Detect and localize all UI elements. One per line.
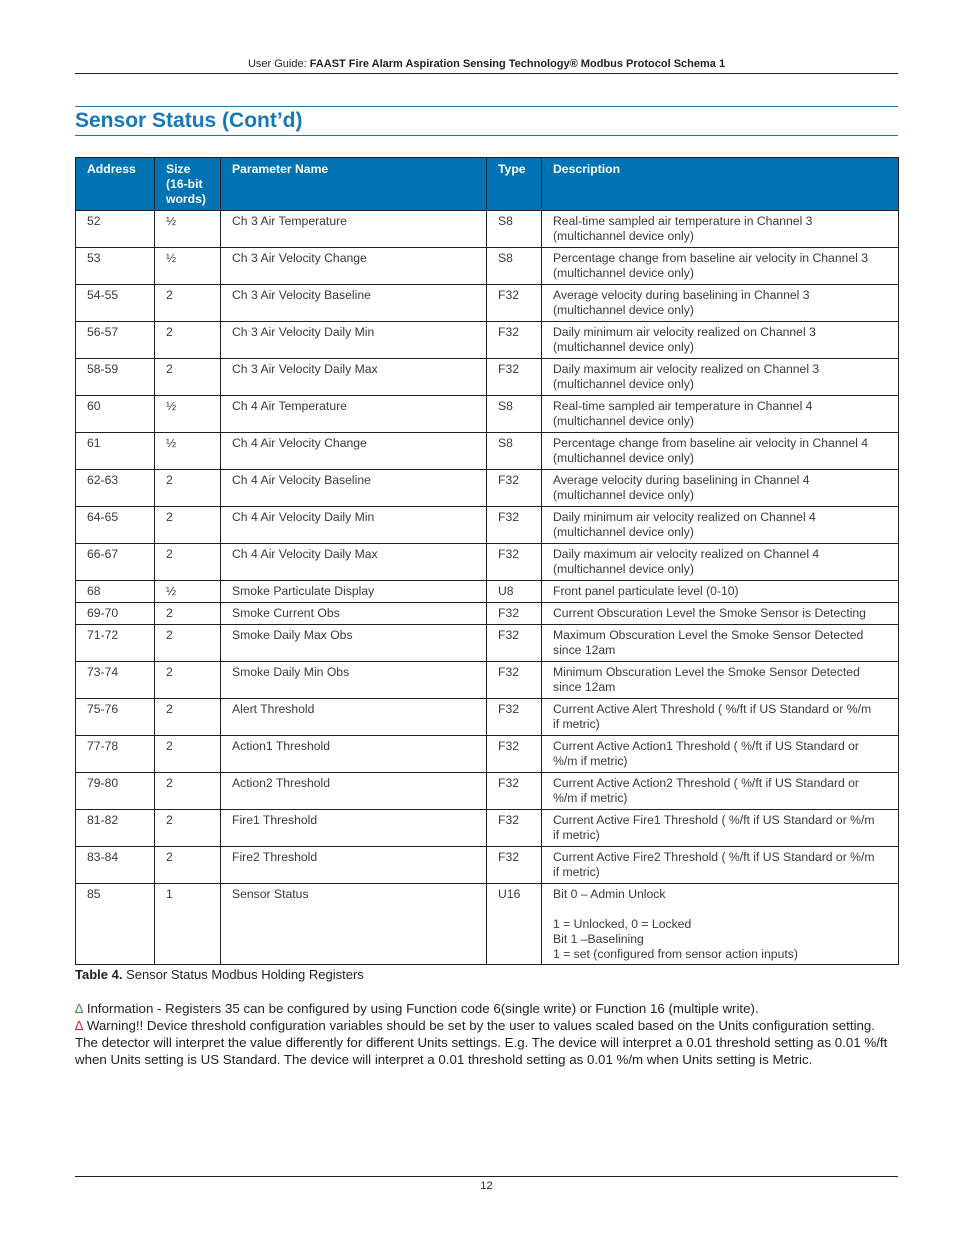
description-line: Average velocity during baselining in Channel 4: [553, 473, 810, 487]
footer-rule: [75, 1176, 898, 1177]
table-row: [76, 810, 899, 847]
cell-type: F32: [487, 470, 542, 507]
table-row: [76, 322, 899, 359]
cell-address: 56-57: [76, 322, 155, 359]
description-line: [553, 902, 890, 917]
cell-parameter-name: Fire2 Threshold: [221, 847, 487, 884]
col-header-type: Type: [487, 158, 542, 211]
cell-size: ½: [155, 211, 221, 248]
cell-type: F32: [487, 699, 542, 736]
description-line: since 12am: [553, 680, 616, 694]
info-note-text: Information - Registers 35 can be configured by using Function code 6(single write) or Function 16 (multiple write).: [83, 1001, 759, 1016]
cell-size: 2: [155, 507, 221, 544]
description-line: Daily minimum air velocity realized on Channel 4: [553, 510, 816, 524]
cell-description: [542, 625, 899, 662]
cell-type: F32: [487, 625, 542, 662]
description-line: (multichannel device only): [553, 377, 694, 391]
cell-description: [542, 433, 899, 470]
cell-address: 62-63: [76, 470, 155, 507]
cell-type: F32: [487, 507, 542, 544]
description-line: Current Active Fire1 Threshold ( %/ft if US Standard or %/m: [553, 813, 875, 827]
description-line: Real-time sampled air temperature in Channel 3: [553, 214, 813, 228]
cell-size: 2: [155, 603, 221, 625]
description-line: if metric): [553, 865, 600, 879]
cell-address: 77-78: [76, 736, 155, 773]
cell-description: [542, 699, 899, 736]
cell-parameter-name: Action1 Threshold: [221, 736, 487, 773]
description-line: Daily maximum air velocity realized on Channel 4: [553, 547, 820, 561]
table-row: [76, 248, 899, 285]
cell-address: 73-74: [76, 662, 155, 699]
cell-type: F32: [487, 662, 542, 699]
cell-size: 2: [155, 810, 221, 847]
table-row: [76, 285, 899, 322]
table-header-row: [76, 158, 899, 211]
cell-address: 75-76: [76, 699, 155, 736]
description-line: (multichannel device only): [553, 451, 694, 465]
cell-size: 2: [155, 847, 221, 884]
cell-type: F32: [487, 847, 542, 884]
cell-description: [542, 359, 899, 396]
cell-type: F32: [487, 810, 542, 847]
description-line: Bit 1 –Baselining: [553, 932, 644, 946]
cell-size: 2: [155, 544, 221, 581]
table-row: [76, 662, 899, 699]
description-line: Bit 0 – Admin Unlock: [553, 887, 666, 901]
cell-size: 2: [155, 699, 221, 736]
cell-address: 69-70: [76, 603, 155, 625]
cell-type: U16: [487, 884, 542, 965]
cell-address: 83-84: [76, 847, 155, 884]
description-line: Current Obscuration Level the Smoke Sensor is Detecting: [553, 606, 866, 620]
header-prefix: User Guide:: [247, 58, 310, 70]
cell-parameter-name: Action2 Threshold: [221, 773, 487, 810]
cell-size: 2: [155, 285, 221, 322]
description-line: Minimum Obscuration Level the Smoke Sensor Detected: [553, 665, 860, 679]
cell-parameter-name: Sensor Status: [221, 884, 487, 965]
warning-note: [75, 1017, 898, 1068]
caption-text: Sensor Status Modbus Holding Registers: [122, 967, 364, 982]
table-row: [76, 396, 899, 433]
description-line: Daily minimum air velocity realized on Channel 3: [553, 325, 816, 339]
table-row: [76, 359, 899, 396]
cell-type: U8: [487, 581, 542, 603]
table-row: [76, 736, 899, 773]
table-row: [76, 603, 899, 625]
table-row: [76, 581, 899, 603]
page-header: [75, 57, 898, 71]
header-rule: [75, 73, 898, 74]
cell-type: S8: [487, 396, 542, 433]
cell-description: [542, 884, 899, 965]
cell-description: [542, 322, 899, 359]
cell-parameter-name: Smoke Particulate Display: [221, 581, 487, 603]
table-body: [76, 211, 899, 965]
cell-address: 54-55: [76, 285, 155, 322]
cell-type: F32: [487, 322, 542, 359]
cell-parameter-name: Ch 4 Air Velocity Daily Min: [221, 507, 487, 544]
cell-description: [542, 470, 899, 507]
register-table: [75, 157, 899, 965]
col-header-size: Size (16-bit words): [155, 158, 221, 211]
cell-size: 1: [155, 884, 221, 965]
description-line: (multichannel device only): [553, 414, 694, 428]
col-header-parameter-name: Parameter Name: [221, 158, 487, 211]
cell-address: 58-59: [76, 359, 155, 396]
cell-type: S8: [487, 211, 542, 248]
cell-address: 66-67: [76, 544, 155, 581]
table-row: [76, 433, 899, 470]
cell-parameter-name: Ch 4 Air Velocity Daily Max: [221, 544, 487, 581]
cell-description: [542, 736, 899, 773]
cell-type: F32: [487, 285, 542, 322]
cell-parameter-name: Ch 4 Air Velocity Change: [221, 433, 487, 470]
caption-label: Table 4.: [75, 967, 123, 982]
cell-description: [542, 544, 899, 581]
cell-parameter-name: Ch 3 Air Velocity Change: [221, 248, 487, 285]
description-line: (multichannel device only): [553, 488, 694, 502]
col-header-address: Address: [76, 158, 155, 211]
description-line: Real-time sampled air temperature in Channel 4: [553, 399, 813, 413]
cell-address: 61: [76, 433, 155, 470]
description-line: (multichannel device only): [553, 562, 694, 576]
table-row: [76, 884, 899, 965]
cell-address: 79-80: [76, 773, 155, 810]
cell-description: [542, 211, 899, 248]
cell-size: 2: [155, 662, 221, 699]
info-note: [75, 1000, 898, 1017]
description-line: 1 = set (configured from sensor action inputs): [553, 947, 798, 961]
info-triangle-icon: ∆: [75, 1001, 84, 1016]
cell-size: ½: [155, 433, 221, 470]
cell-description: [542, 581, 899, 603]
cell-type: F32: [487, 359, 542, 396]
description-line: Current Active Alert Threshold ( %/ft if US Standard or %/m: [553, 702, 872, 716]
cell-address: 64-65: [76, 507, 155, 544]
description-line: 1 = Unlocked, 0 = Locked: [553, 917, 692, 931]
cell-address: 71-72: [76, 625, 155, 662]
description-line: since 12am: [553, 643, 616, 657]
table-caption: [75, 967, 364, 983]
cell-description: [542, 773, 899, 810]
cell-address: 60: [76, 396, 155, 433]
cell-description: [542, 810, 899, 847]
cell-size: ½: [155, 248, 221, 285]
description-line: Average velocity during baselining in Channel 3: [553, 288, 810, 302]
table-row: [76, 211, 899, 248]
cell-parameter-name: Fire1 Threshold: [221, 810, 487, 847]
description-line: Maximum Obscuration Level the Smoke Sensor Detected: [553, 628, 864, 642]
warning-note-text: Warning!! Device threshold configuration variables should be set by the user to values scaled based on the Units configuration setting. The detector will interpret the value differently for different Units settings. E.g. The device will interpret a 0.01 threshold setting as 0.01 %/ft when Units setting is US Standard. The device will interpret a 0.01 threshold setting as 0.01 %/m when Units setting is Metric.: [75, 1018, 888, 1067]
cell-description: [542, 248, 899, 285]
cell-parameter-name: Smoke Current Obs: [221, 603, 487, 625]
cell-size: 2: [155, 359, 221, 396]
description-line: %/m if metric): [553, 791, 628, 805]
description-line: (multichannel device only): [553, 525, 694, 539]
cell-size: 2: [155, 470, 221, 507]
cell-type: S8: [487, 248, 542, 285]
description-line: if metric): [553, 717, 600, 731]
table-row: [76, 773, 899, 810]
cell-size: 2: [155, 773, 221, 810]
cell-parameter-name: Ch 4 Air Temperature: [221, 396, 487, 433]
col-header-description: Description: [542, 158, 899, 211]
cell-description: [542, 396, 899, 433]
description-line: %/m if metric): [553, 754, 628, 768]
cell-type: F32: [487, 773, 542, 810]
cell-parameter-name: Ch 3 Air Velocity Daily Min: [221, 322, 487, 359]
title-rule-bottom: [75, 135, 898, 136]
description-line: Percentage change from baseline air velocity in Channel 3: [553, 251, 869, 265]
description-line: Daily maximum air velocity realized on Channel 3: [553, 362, 820, 376]
table-row: [76, 507, 899, 544]
cell-address: 52: [76, 211, 155, 248]
header-title: FAAST Fire Alarm Aspiration Sensing Technology® Modbus Protocol Schema 1: [309, 58, 726, 70]
cell-address: 53: [76, 248, 155, 285]
cell-size: 2: [155, 736, 221, 773]
cell-parameter-name: Ch 4 Air Velocity Baseline: [221, 470, 487, 507]
table-row: [76, 699, 899, 736]
description-line: (multichannel device only): [553, 229, 694, 243]
cell-address: 85: [76, 884, 155, 965]
cell-parameter-name: Smoke Daily Max Obs: [221, 625, 487, 662]
section-title: Sensor Status (Cont’d): [75, 109, 303, 132]
cell-description: [542, 507, 899, 544]
cell-description: [542, 662, 899, 699]
cell-description: [542, 847, 899, 884]
description-line: Percentage change from baseline air velocity in Channel 4: [553, 436, 869, 450]
table-row: [76, 625, 899, 662]
cell-type: F32: [487, 544, 542, 581]
table-row: [76, 470, 899, 507]
warning-triangle-icon: ∆: [75, 1018, 84, 1033]
cell-size: ½: [155, 581, 221, 603]
description-line: Current Active Fire2 Threshold ( %/ft if US Standard or %/m: [553, 850, 875, 864]
cell-type: S8: [487, 433, 542, 470]
cell-parameter-name: Smoke Daily Min Obs: [221, 662, 487, 699]
description-line: (multichannel device only): [553, 340, 694, 354]
cell-size: 2: [155, 322, 221, 359]
description-line: (multichannel device only): [553, 266, 694, 280]
cell-type: F32: [487, 736, 542, 773]
description-line: (multichannel device only): [553, 303, 694, 317]
notes: [75, 1000, 898, 1068]
description-line: Front panel particulate level (0-10): [553, 584, 739, 598]
cell-size: 2: [155, 625, 221, 662]
table-row: [76, 847, 899, 884]
table-row: [76, 544, 899, 581]
description-line: Current Active Action1 Threshold ( %/ft if US Standard or: [553, 739, 859, 753]
cell-type: F32: [487, 603, 542, 625]
cell-parameter-name: Alert Threshold: [221, 699, 487, 736]
cell-address: 81-82: [76, 810, 155, 847]
cell-address: 68: [76, 581, 155, 603]
description-line: if metric): [553, 828, 600, 842]
cell-description: [542, 285, 899, 322]
description-line: Current Active Action2 Threshold ( %/ft if US Standard or: [553, 776, 859, 790]
page-number: 12: [480, 1180, 493, 1192]
cell-parameter-name: Ch 3 Air Velocity Daily Max: [221, 359, 487, 396]
cell-parameter-name: Ch 3 Air Velocity Baseline: [221, 285, 487, 322]
cell-size: ½: [155, 396, 221, 433]
cell-parameter-name: Ch 3 Air Temperature: [221, 211, 487, 248]
cell-description: [542, 603, 899, 625]
